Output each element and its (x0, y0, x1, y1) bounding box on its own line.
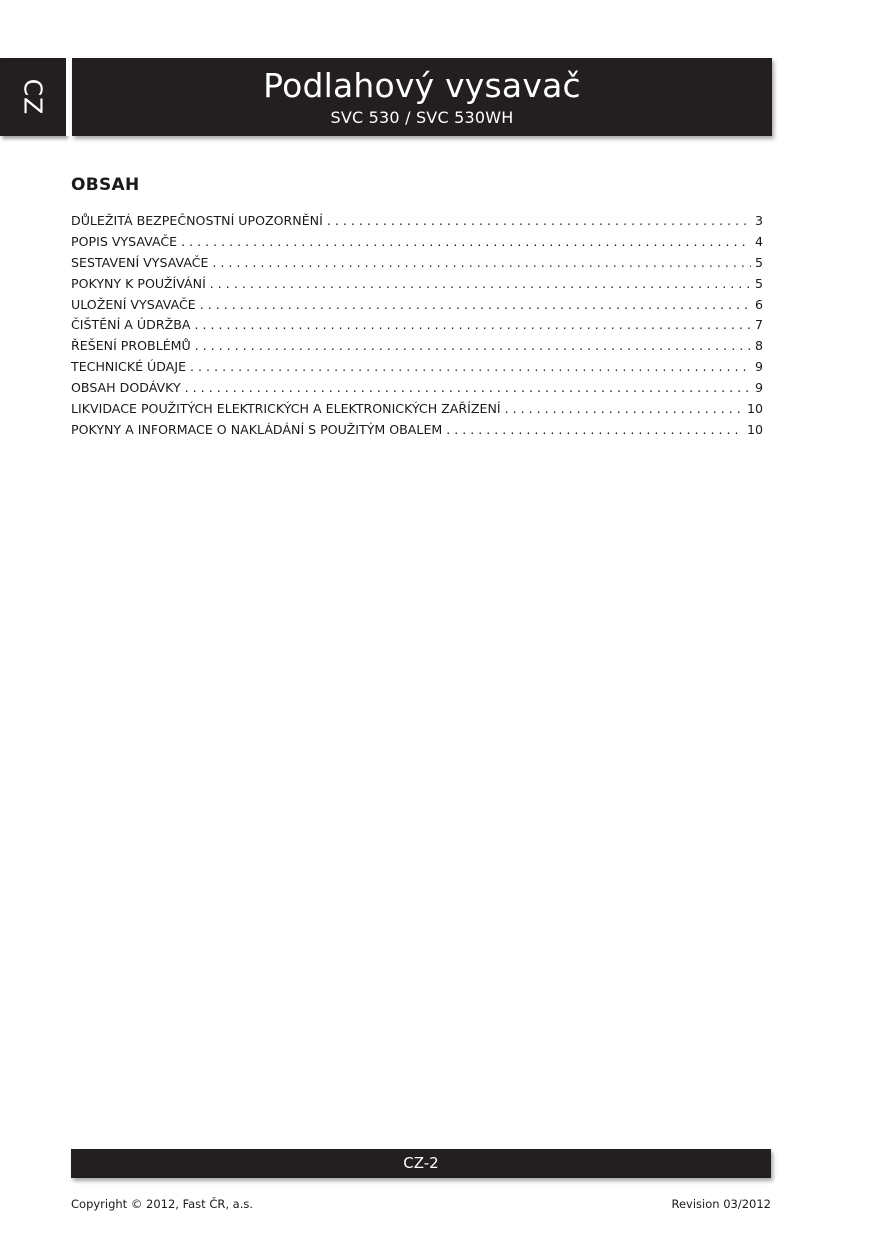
toc-entry[interactable] (71, 255, 763, 276)
toc-entry[interactable] (71, 359, 763, 380)
toc-entry[interactable] (71, 213, 763, 234)
toc-entry-title: TECHNICKÉ ÚDAJE (71, 359, 187, 375)
toc-dot-leader (195, 338, 751, 353)
toc-dot-leader (446, 422, 743, 437)
toc-entry-page: 8 (754, 338, 763, 354)
toc-entry-page: 7 (754, 317, 763, 333)
toc-dot-leader (181, 234, 751, 249)
contents-heading: OBSAH (71, 175, 140, 195)
toc-dot-leader (194, 317, 751, 332)
toc-entry-page: 4 (754, 233, 763, 249)
toc-entry-page: 9 (754, 380, 763, 396)
toc-entry[interactable] (71, 234, 763, 255)
toc-entry-title: POKYNY A INFORMACE O NAKLÁDÁNÍ S POUŽITÝM OBALEM (71, 421, 443, 437)
revision-label: Revision 03/2012 (671, 1197, 771, 1211)
toc-entry[interactable] (71, 297, 763, 318)
toc-entry-title: ČIŠTĚNÍ A ÚDRŽBA (71, 317, 191, 333)
toc-entry[interactable] (71, 317, 763, 338)
toc-entry-page: 6 (754, 296, 763, 312)
table-of-contents (71, 213, 763, 443)
toc-entry-page: 5 (754, 275, 763, 291)
toc-entry-page: 10 (746, 421, 763, 437)
toc-entry-title: POKYNY K POUŽÍVÁNÍ (71, 275, 206, 291)
toc-dot-leader (190, 359, 751, 374)
page-number: CZ-2 (403, 1154, 439, 1172)
toc-dot-leader (505, 401, 743, 416)
copyright-notice: Copyright © 2012, Fast ČR, a.s. (71, 1197, 254, 1211)
toc-entry-title: POPIS VYSAVAČE (71, 233, 178, 249)
toc-entry-page: 5 (754, 254, 763, 270)
toc-entry-page: 3 (754, 213, 763, 228)
document-title: Podlahový vysavač (263, 66, 581, 105)
toc-entry-page: 10 (746, 401, 763, 417)
toc-entry-title: OBSAH DODÁVKY (71, 380, 181, 396)
toc-entry[interactable] (71, 380, 763, 401)
language-tab (0, 58, 66, 136)
toc-entry-title: ŘEŠENÍ PROBLÉMŮ (71, 338, 191, 354)
toc-entry[interactable] (71, 401, 763, 422)
toc-dot-leader (212, 255, 751, 270)
toc-dot-leader (210, 276, 751, 291)
toc-dot-leader (327, 213, 751, 228)
toc-entry[interactable] (71, 338, 763, 359)
toc-entry[interactable] (71, 276, 763, 297)
toc-entry[interactable] (71, 422, 763, 443)
model-subtitle: SVC 530 / SVC 530WH (330, 108, 514, 127)
language-code: CZ (18, 78, 48, 116)
toc-dot-leader (185, 380, 751, 395)
toc-dot-leader (200, 297, 751, 312)
toc-entry-title: SESTAVENÍ VYSAVAČE (71, 254, 209, 270)
footer-bar (71, 1149, 771, 1178)
toc-entry-title: DŮLEŽITÁ BEZPEČNOSTNÍ UPOZORNĚNÍ (71, 213, 323, 228)
header-bar (72, 58, 772, 136)
toc-entry-page: 9 (754, 359, 763, 375)
toc-entry-title: ULOŽENÍ VYSAVAČE (71, 296, 196, 312)
toc-entry-title: LIKVIDACE POUŽITÝCH ELEKTRICKÝCH A ELEKTRONICKÝCH ZAŘÍZENÍ (71, 401, 501, 417)
